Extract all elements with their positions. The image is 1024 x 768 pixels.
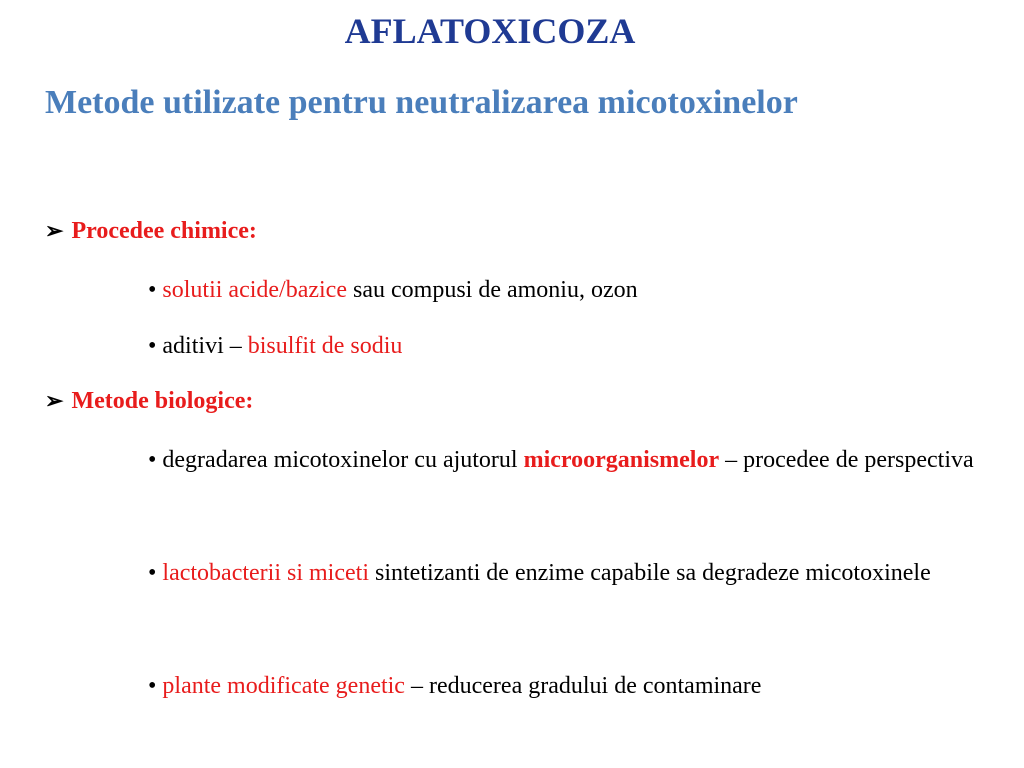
arrow-bullet-icon: ➢ (45, 218, 64, 243)
section-biological (45, 388, 253, 415)
slide-subtitle: Metode utilizate pentru neutralizarea micotoxinelor (45, 84, 798, 121)
bullet-dot-icon: • (148, 333, 157, 359)
list-item: • lactobacterii si miceti sintetizanti de enzime capabile sa degradeze micotoxinele (148, 560, 931, 586)
section-chemical (45, 218, 257, 245)
list-item: • degradarea micotoxinelor cu ajutorul microorganismelor – procedee de perspectiva (148, 447, 974, 473)
list-item: • aditivi – bisulfit de sodiu (148, 333, 403, 359)
slide-title: AFLATOXICOZA (344, 11, 636, 51)
bullet-dot-icon: • (148, 277, 157, 303)
bullet-dot-icon: • (148, 447, 157, 473)
bullet-dot-icon: • (148, 560, 157, 586)
section-label: Procedee chimice: (71, 218, 257, 244)
arrow-bullet-icon: ➢ (45, 388, 64, 413)
list-item: • solutii acide/bazice sau compusi de amoniu, ozon (148, 277, 638, 303)
bullet-dot-icon: • (148, 673, 157, 699)
section-label: Metode biologice: (71, 388, 254, 414)
list-item: • plante modificate genetic – reducerea gradului de contaminare (148, 673, 762, 699)
